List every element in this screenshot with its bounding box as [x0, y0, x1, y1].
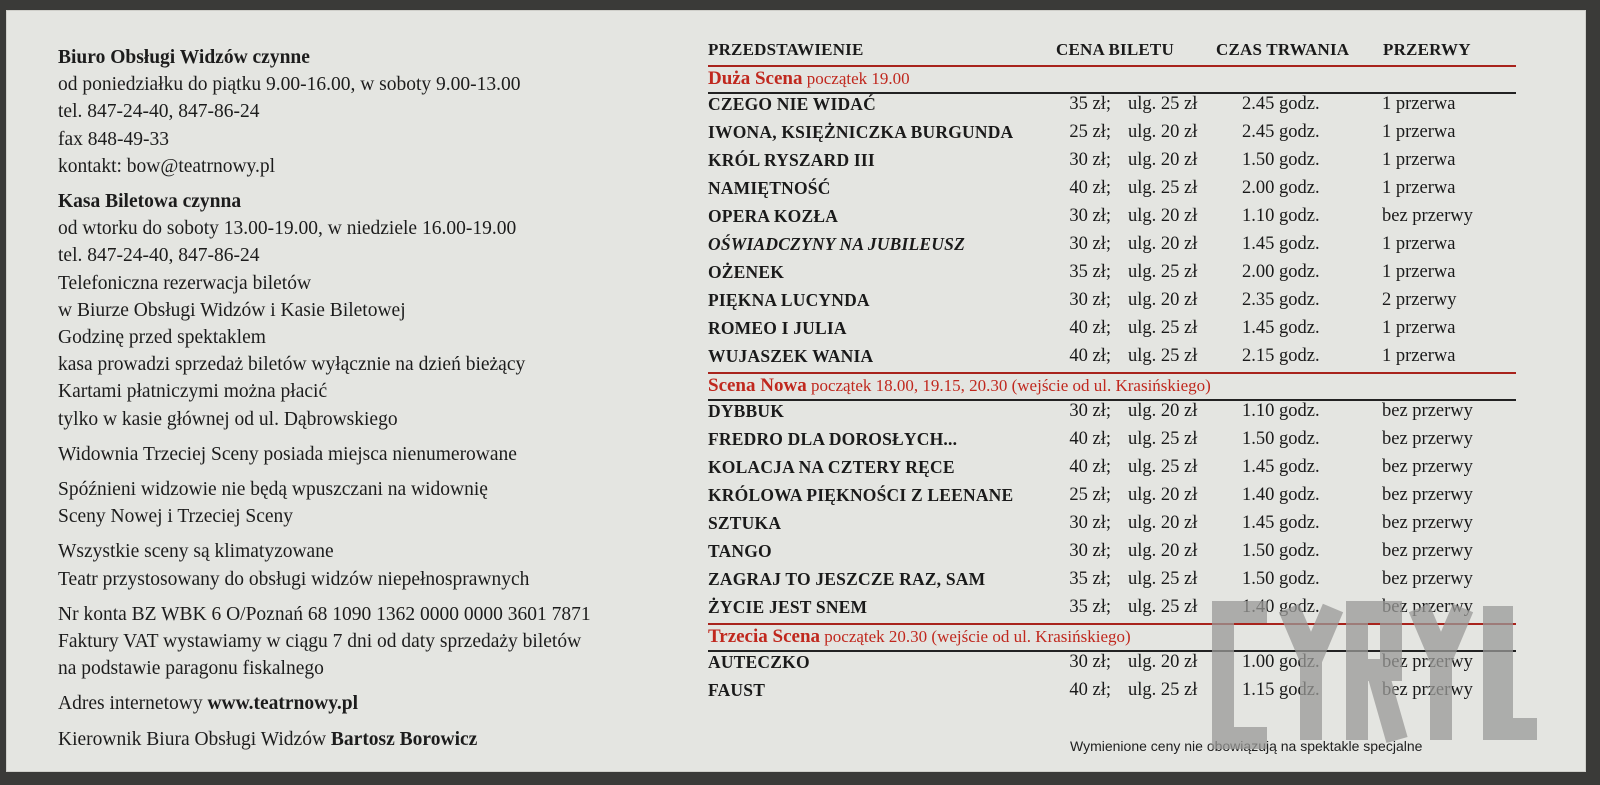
table-row [708, 455, 1516, 483]
reduced-price: ulg. 25 zł [1128, 569, 1198, 589]
show-duration: 2.00 godz. [1242, 178, 1320, 198]
ticket-price: 30 zł; [1069, 234, 1111, 254]
bank-account: Nr konta BZ WBK 6 O/Poznań 68 1090 1362 0000 0000 3601 7871 [58, 603, 591, 625]
ticket-price: 25 zł; [1069, 122, 1111, 142]
ticket-price: 40 zł; [1069, 178, 1111, 198]
table-row [708, 176, 1516, 204]
show-breaks: 1 przerwa [1382, 234, 1456, 254]
show-duration: 1.50 godz. [1242, 429, 1320, 449]
table-row [708, 120, 1516, 148]
table-row [708, 204, 1516, 232]
show-title: NAMIĘTNOŚĆ [708, 178, 831, 198]
show-breaks: bez przerwy [1382, 429, 1473, 449]
show-breaks: bez przerwy [1382, 597, 1473, 617]
table-row [708, 260, 1516, 288]
show-breaks: 1 przerwa [1382, 318, 1456, 338]
lines2-line: Kartami płatniczymi można płacić [58, 381, 328, 403]
show-title: OPERA KOZŁA [708, 206, 839, 226]
table-header [708, 38, 1516, 65]
show-breaks: 1 przerwa [1382, 150, 1456, 170]
reduced-price: ulg. 25 zł [1128, 680, 1198, 700]
reduced-price: ulg. 25 zł [1128, 262, 1198, 282]
reduced-price: ulg. 20 zł [1128, 122, 1198, 142]
stage-name: Scena Nowa [708, 375, 807, 396]
show-title: TANGO [708, 541, 772, 561]
show-title: KRÓLOWA PIĘKNOŚCI Z LEENANE [708, 485, 1014, 505]
table-row [708, 539, 1516, 567]
reduced-price: ulg. 20 zł [1128, 401, 1198, 421]
table-row [708, 344, 1516, 372]
table-row [708, 567, 1516, 595]
show-duration: 1.50 godz. [1242, 150, 1320, 170]
show-duration: 2.45 godz. [1242, 122, 1320, 142]
show-breaks: 2 przerwy [1382, 290, 1457, 310]
show-breaks: bez przerwy [1382, 457, 1473, 477]
ticket-price: 35 zł; [1069, 569, 1111, 589]
lines2-line: kasa prowadzi sprzedaż biletów wyłącznie na dzień bieżący [58, 354, 526, 376]
lines2-line: tel. 847-24-40, 847-86-24 [58, 245, 260, 267]
show-breaks: 1 przerwa [1382, 262, 1456, 282]
stage-section-header [708, 372, 1516, 399]
show-duration: 1.45 godz. [1242, 234, 1320, 254]
show-duration: 2.35 godz. [1242, 290, 1320, 310]
show-breaks: bez przerwy [1382, 513, 1473, 533]
header-price: CENA BILETU [1056, 40, 1174, 59]
table-row [708, 316, 1516, 344]
show-title: PIĘKNA LUCYNDA [708, 290, 870, 310]
reduced-price: ulg. 25 zł [1128, 178, 1198, 198]
show-breaks: bez przerwy [1382, 485, 1473, 505]
reduced-price: ulg. 20 zł [1128, 150, 1198, 170]
table-row [708, 399, 1516, 427]
ticket-price: 40 zł; [1069, 457, 1111, 477]
show-title: ROMEO I JULIA [708, 318, 847, 338]
latecomers-info-2: Sceny Nowej i Trzeciej Sceny [58, 506, 294, 528]
header-breaks: PRZERWY [1383, 40, 1471, 59]
section-rule-top [708, 372, 1516, 374]
special-prices-note: Wymienione ceny nie obowiązują na spektakle specjalne [1070, 738, 1423, 754]
stage-name: Duża Scena [708, 68, 803, 89]
invoice-info-2: na podstawie paragonu fiskalnego [58, 658, 324, 680]
table-row [708, 148, 1516, 176]
table-row [708, 288, 1516, 316]
table-row [708, 483, 1516, 511]
header-duration: CZAS TRWANIA [1216, 40, 1350, 59]
show-duration: 1.45 godz. [1242, 513, 1320, 533]
ticket-price: 30 zł; [1069, 541, 1111, 561]
office-hours-block [58, 44, 698, 180]
invoice-info: Faktury VAT wystawiamy w ciągu 7 dni od daty sprzedaży biletów [58, 631, 582, 653]
info-column [58, 44, 698, 753]
manager-line [58, 726, 698, 753]
manager-label: Kierownik Biura Obsługi Widzów [58, 728, 331, 750]
ticket-price: 35 zł; [1069, 262, 1111, 282]
show-title: OŻENEK [708, 262, 785, 282]
table-row [708, 232, 1516, 260]
show-breaks: bez przerwy [1382, 569, 1473, 589]
lines1-line: kontakt: bow@teatrnowy.pl [58, 155, 276, 177]
lines2-line: Kasa Biletowa czynna [58, 191, 242, 213]
stage-name: Trzecia Scena [708, 626, 821, 647]
lines2-line: Telefoniczna rezerwacja biletów [58, 272, 312, 294]
show-breaks: bez przerwy [1382, 401, 1473, 421]
stage-section-header [708, 65, 1516, 92]
lines1-line: od poniedziałku do piątku 9.00-16.00, w soboty 9.00-13.00 [58, 74, 521, 96]
section-rule-top [708, 65, 1516, 67]
leaflet-card [6, 10, 1586, 772]
reduced-price: ulg. 20 zł [1128, 234, 1198, 254]
show-duration: 2.45 godz. [1242, 94, 1320, 114]
table-row [708, 92, 1516, 120]
show-breaks: 1 przerwa [1382, 178, 1456, 198]
show-title: KOLACJA NA CZTERY RĘCE [708, 457, 955, 477]
stage-start-time: początek 19.00 [802, 69, 910, 88]
show-title: WUJASZEK WANIA [708, 346, 874, 366]
show-duration: 1.50 godz. [1242, 541, 1320, 561]
reduced-price: ulg. 20 zł [1128, 290, 1198, 310]
show-duration: 1.40 godz. [1242, 485, 1320, 505]
website-label: Adres internetowy [58, 693, 208, 715]
show-duration: 1.15 godz. [1242, 680, 1320, 700]
table-row [708, 511, 1516, 539]
show-duration: 1.45 godz. [1242, 318, 1320, 338]
show-title: IWONA, KSIĘŻNICZKA BURGUNDA [708, 122, 1014, 142]
ticket-price: 35 zł; [1069, 94, 1111, 114]
lines1-line: fax 848-49-33 [58, 128, 170, 150]
reduced-price: ulg. 20 zł [1128, 485, 1198, 505]
lines2-line: Godzinę przed spektaklem [58, 327, 266, 349]
lines2-line: od wtorku do soboty 13.00-19.00, w niedziele 16.00-19.00 [58, 218, 517, 240]
ticket-office-block [58, 188, 698, 433]
show-title: ŻYCIE JEST SNEM [708, 597, 868, 617]
ticket-price: 40 zł; [1069, 429, 1111, 449]
show-duration: 2.00 godz. [1242, 262, 1320, 282]
show-duration: 2.15 godz. [1242, 346, 1320, 366]
ticket-price: 40 zł; [1069, 318, 1111, 338]
show-duration: 1.10 godz. [1242, 401, 1320, 421]
reduced-price: ulg. 25 zł [1128, 346, 1198, 366]
show-breaks: 1 przerwa [1382, 122, 1456, 142]
show-title: ZAGRAJ TO JESZCZE RAZ, SAM [708, 569, 986, 589]
show-title: CZEGO NIE WIDAĆ [708, 94, 876, 114]
ticket-price: 30 zł; [1069, 513, 1111, 533]
show-duration: 1.10 godz. [1242, 206, 1320, 226]
reduced-price: ulg. 25 zł [1128, 597, 1198, 617]
ticket-price: 30 zł; [1069, 150, 1111, 170]
ticket-price: 35 zł; [1069, 597, 1111, 617]
reduced-price: ulg. 20 zł [1128, 206, 1198, 226]
show-breaks: bez przerwy [1382, 206, 1473, 226]
show-title: AUTECZKO [708, 652, 810, 672]
show-title: DYBBUK [708, 401, 785, 421]
reduced-price: ulg. 20 zł [1128, 541, 1198, 561]
show-breaks: 1 przerwa [1382, 346, 1456, 366]
reduced-price: ulg. 25 zł [1128, 318, 1198, 338]
show-title: SZTUKA [708, 513, 782, 533]
table-row [708, 427, 1516, 455]
lines1-line: Biuro Obsługi Widzów czynne [58, 47, 310, 68]
header-show: PRZEDSTAWIENIE [708, 40, 864, 59]
stage-start-time: początek 18.00, 19.15, 20.30 (wejście od ul. Krasińskiego) [806, 376, 1211, 395]
lines2-line: w Biurze Obsługi Widzów i Kasie Biletowej [58, 299, 406, 321]
show-title: FREDRO DLA DOROSŁYCH... [708, 429, 958, 449]
show-breaks: bez przerwy [1382, 680, 1473, 700]
ticket-price: 30 zł; [1069, 401, 1111, 421]
ticket-price: 25 zł; [1069, 485, 1111, 505]
show-breaks: 1 przerwa [1382, 94, 1456, 114]
ticket-price: 30 zł; [1069, 206, 1111, 226]
manager-name: Bartosz Borowicz [330, 728, 478, 750]
reduced-price: ulg. 25 zł [1128, 429, 1198, 449]
show-duration: 1.50 godz. [1242, 569, 1320, 589]
ticket-price: 40 zł; [1069, 680, 1111, 700]
show-title: KRÓL RYSZARD III [708, 150, 875, 170]
lines2-line: tylko w kasie głównej od ul. Dąbrowskiego [58, 408, 398, 430]
ticket-price: 30 zł; [1069, 290, 1111, 310]
show-duration: 1.45 godz. [1242, 457, 1320, 477]
reduced-price: ulg. 25 zł [1128, 94, 1198, 114]
show-title: FAUST [708, 680, 766, 700]
reduced-price: ulg. 25 zł [1128, 457, 1198, 477]
reduced-price: ulg. 20 zł [1128, 652, 1198, 672]
show-duration: 1.00 godz. [1242, 652, 1320, 672]
show-title: OŚWIADCZYNY NA JUBILEUSZ [708, 234, 965, 254]
website-link[interactable]: www.teatrnowy.pl [207, 693, 359, 715]
show-breaks: bez przerwy [1382, 652, 1473, 672]
ticket-price: 40 zł; [1069, 346, 1111, 366]
cyryl-watermark [1211, 600, 1541, 750]
show-duration: 1.40 godz. [1242, 597, 1320, 617]
latecomers-info: Spóźnieni widzowie nie będą wpuszczani na widownię [58, 479, 488, 501]
website-line [58, 690, 698, 717]
stage-start-time: początek 20.30 (wejście od ul. Krasińskiego) [820, 627, 1131, 646]
ticket-price: 30 zł; [1069, 652, 1111, 672]
reduced-price: ulg. 20 zł [1128, 513, 1198, 533]
show-breaks: bez przerwy [1382, 541, 1473, 561]
air-conditioning-info: Wszystkie sceny są klimatyzowane [58, 541, 334, 563]
seating-info: Widownia Trzeciej Sceny posiada miejsca nienumerowane [58, 443, 517, 465]
lines1-line: tel. 847-24-40, 847-86-24 [58, 101, 260, 123]
accessibility-info: Teatr przystosowany do obsługi widzów niepełnosprawnych [58, 568, 530, 590]
